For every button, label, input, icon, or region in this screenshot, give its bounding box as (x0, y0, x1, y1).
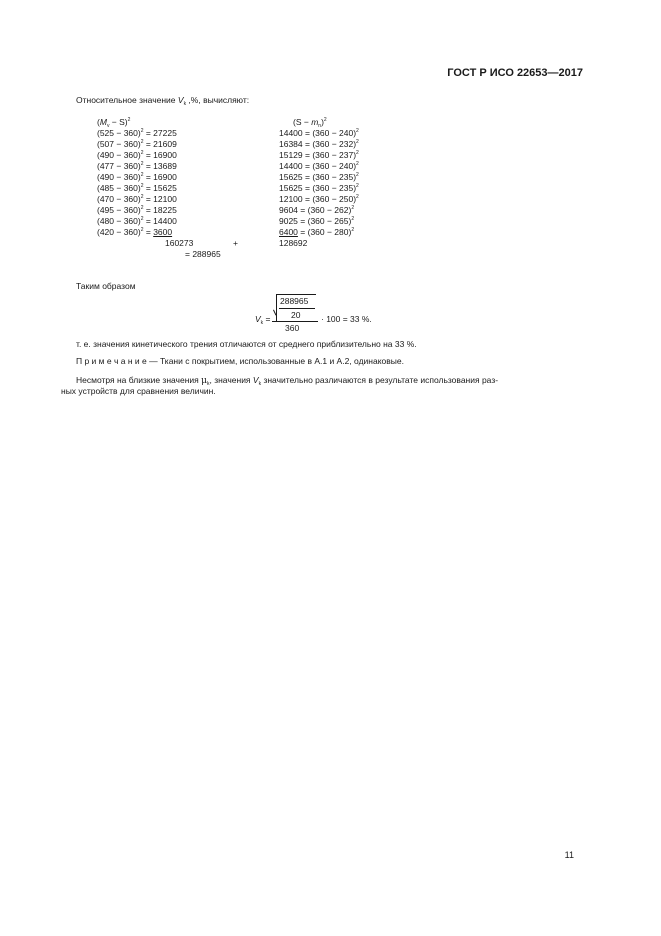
paragraph-conclusion-line1: Несмотря на близкие значения $\mu_k$, значения $V_k$ значительно различаются в результате использования раз- (76, 375, 499, 387)
right-sum: 128692 (279, 238, 308, 248)
left-row: $(470 - 360)^2 = 12100$ (97, 194, 177, 204)
plus-sign: + (233, 238, 238, 248)
left-row: $(490 - 360)^2 = 16900$ (97, 150, 177, 160)
left-last-row: $(420 - 360)^2 = 3600$ (97, 227, 173, 237)
note-label: П р и м е ч а н и е (76, 356, 147, 366)
formula-lhs: $V_k$ = (255, 314, 271, 326)
left-sum: 160273 (165, 238, 194, 248)
right-column (279, 117, 359, 238)
document-header: ГОСТ Р ИСО 22653—2017 (447, 67, 583, 79)
intro-prefix: Относительное значение (76, 95, 178, 105)
right-row: $15625 = (360 - 235)^2$ (279, 172, 359, 182)
intro-symbol: V (177, 95, 184, 105)
right-row: $15625 = (360 - 235)^2$ (279, 183, 359, 193)
left-row: $(477 - 360)^2 = 13689$ (97, 161, 177, 171)
note (76, 356, 404, 367)
formula-numerator: 288965 (280, 296, 309, 306)
right-last-row: $6400 = (360 - 280)^2$ (279, 227, 355, 237)
left-row: $(495 - 360)^2 = 18225$ (97, 205, 177, 215)
paragraph-result: т. е. значения кинетического трения отличаются от среднего приблизительно на 33 %. (76, 339, 417, 349)
main-fraction-line (272, 321, 318, 322)
sqrt-stem (276, 294, 277, 321)
right-row: $9604 = (360 - 262)^2$ (279, 205, 355, 215)
grand-total: = 288965 (185, 249, 221, 259)
formula-inner-denominator: 20 (291, 310, 301, 320)
inner-fraction-line (279, 308, 315, 309)
paragraph-conclusion-line2: ных устройств для сравнения величин. (61, 386, 216, 396)
left-row: $(490 - 360)^2 = 16900$ (97, 172, 177, 182)
left-row: $(525 - 360)^2 = 27225$ (97, 128, 177, 138)
intro-suffix: ,%, вычисляют: (186, 95, 250, 105)
thus-label: Таким образом (76, 281, 136, 291)
right-row: $15129 = (360 - 237)^2$ (279, 150, 359, 160)
left-column (97, 117, 177, 238)
left-row: $(485 - 360)^2 = 15625$ (97, 183, 177, 193)
left-heading: $(M_v - S)^2$ (97, 117, 131, 129)
right-row: $14400 = (360 - 240)^2$ (279, 161, 359, 171)
left-row: $(480 - 360)^2 = 14400$ (97, 216, 177, 226)
intro-subscript: k (183, 101, 187, 107)
note-text: — Ткани с покрытием, использованные в А.1 и А.2, одинаковые. (146, 356, 404, 366)
right-row: $16384 = (360 - 232)^2$ (279, 139, 359, 149)
right-heading: $(S - m_n)^2$ (293, 117, 327, 129)
page-number: 11 (564, 850, 574, 860)
right-row: $12100 = (360 - 250)^2$ (279, 194, 359, 204)
formula-denominator: 360 (285, 323, 300, 333)
right-row: $14400 = (360 - 240)^2$ (279, 128, 359, 138)
formula-tail: · 100 = 33 %. (321, 314, 372, 324)
intro-line (76, 95, 249, 106)
sqrt-bar (276, 294, 316, 295)
mu-symbol: μ (201, 376, 207, 386)
left-row: $(507 - 360)^2 = 21609$ (97, 139, 177, 149)
right-row: $9025 = (360 - 265)^2$ (279, 216, 355, 226)
